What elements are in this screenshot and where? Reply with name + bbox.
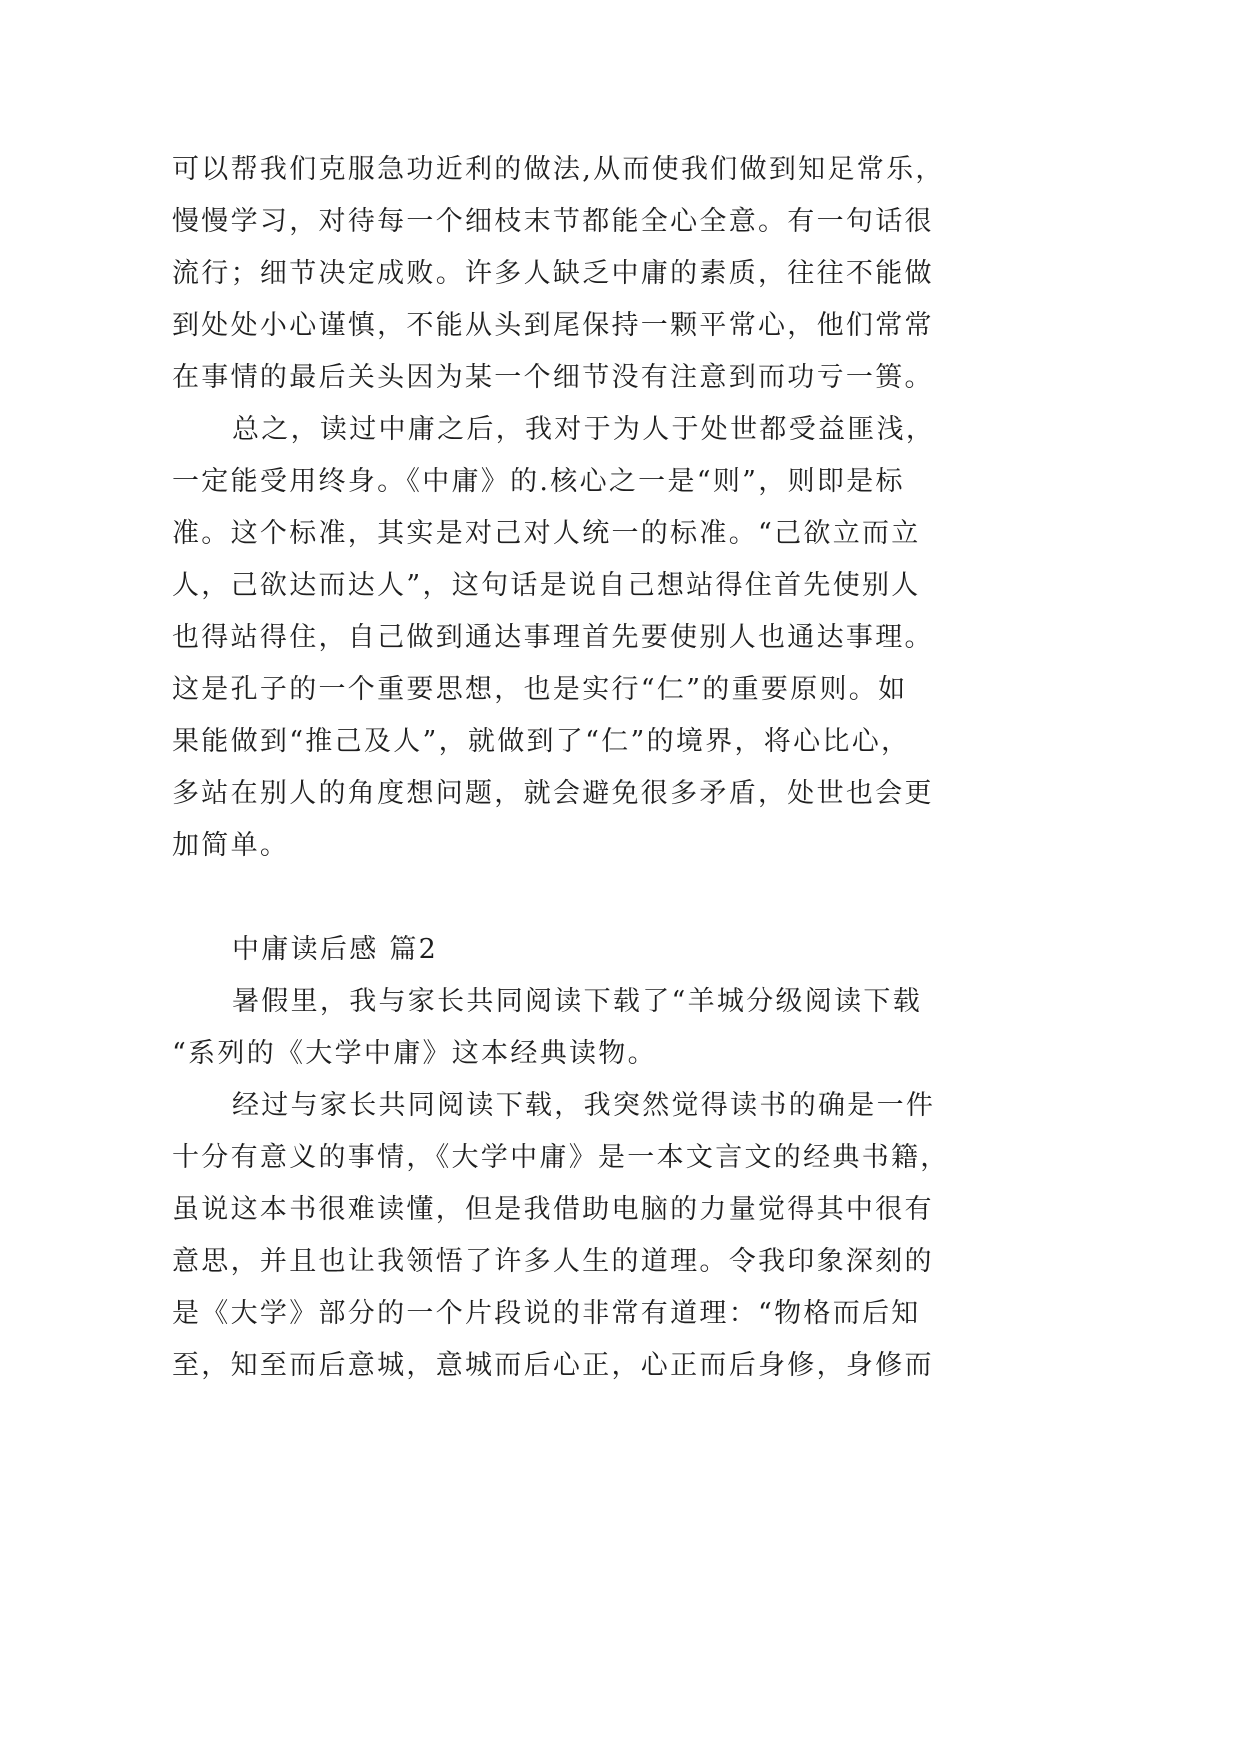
text-line: 是《大学》部分的一个片段说的非常有道理：“物格而后知 xyxy=(172,1298,921,1329)
paragraph xyxy=(172,404,992,872)
text-line: 准。这个标准，其实是对己对人统一的标准。“己欲立而立 xyxy=(172,518,921,549)
blank-line xyxy=(172,872,992,924)
text-line: “系列的《大学中庸》这本经典读物。 xyxy=(172,1038,657,1069)
text-line: 慢慢学习，对待每一个细枝末节都能全心全意。有一句话很 xyxy=(172,206,934,237)
text-line: 意思，并且也让我领悟了许多人生的道理。令我印象深刻的 xyxy=(172,1246,934,1277)
text-line: 虽说这本书很难读懂，但是我借助电脑的力量觉得其中很有 xyxy=(172,1194,934,1225)
text-line: 多站在别人的角度想问题，就会避免很多矛盾，处世也会更 xyxy=(172,778,934,809)
paragraph xyxy=(172,976,992,1080)
paragraph xyxy=(172,144,992,404)
text-line: 人，己欲达而达人”，这句话是说自己想站得住首先使别人 xyxy=(172,570,921,601)
text-line: 也得站得住，自己做到通达事理首先要使别人也通达事理。 xyxy=(172,622,934,653)
text-line: 可以帮我们克服急功近利的做法,从而使我们做到知足常乐， xyxy=(172,154,945,185)
text-line: 流行；细节决定成败。许多人缺乏中庸的素质，往往不能做 xyxy=(172,258,934,289)
text-line: 至，知至而后意城，意城而后心正，心正而后身修，身修而 xyxy=(172,1350,934,1381)
document-body xyxy=(172,144,992,1392)
text-line: 总之，读过中庸之后，我对于为人于处世都受益匪浅， xyxy=(232,414,936,445)
text-line: 这是孔子的一个重要思想，也是实行“仁”的重要原则。如 xyxy=(172,674,908,705)
text-line: 一定能受用终身。《中庸》的.核心之一是“则”，则即是标 xyxy=(172,466,905,497)
text-line: 暑假里，我与家长共同阅读下载了“羊城分级阅读下载 xyxy=(232,986,923,1017)
text-line: 十分有意义的事情，《大学中庸》是一本文言文的经典书籍， xyxy=(172,1142,950,1173)
paragraph xyxy=(172,1080,992,1392)
section-heading: 中庸读后感 篇2 xyxy=(232,934,439,965)
text-line: 到处处小心谨慎，不能从头到尾保持一颗平常心，他们常常 xyxy=(172,310,934,341)
text-line: 在事情的最后关头因为某一个细节没有注意到而功亏一篑。 xyxy=(172,362,934,393)
text-line: 加简单。 xyxy=(172,830,290,861)
text-line: 经过与家长共同阅读下载，我突然觉得读书的确是一件 xyxy=(232,1090,936,1121)
text-line: 果能做到“推己及人”，就做到了“仁”的境界，将心比心， xyxy=(172,726,911,757)
